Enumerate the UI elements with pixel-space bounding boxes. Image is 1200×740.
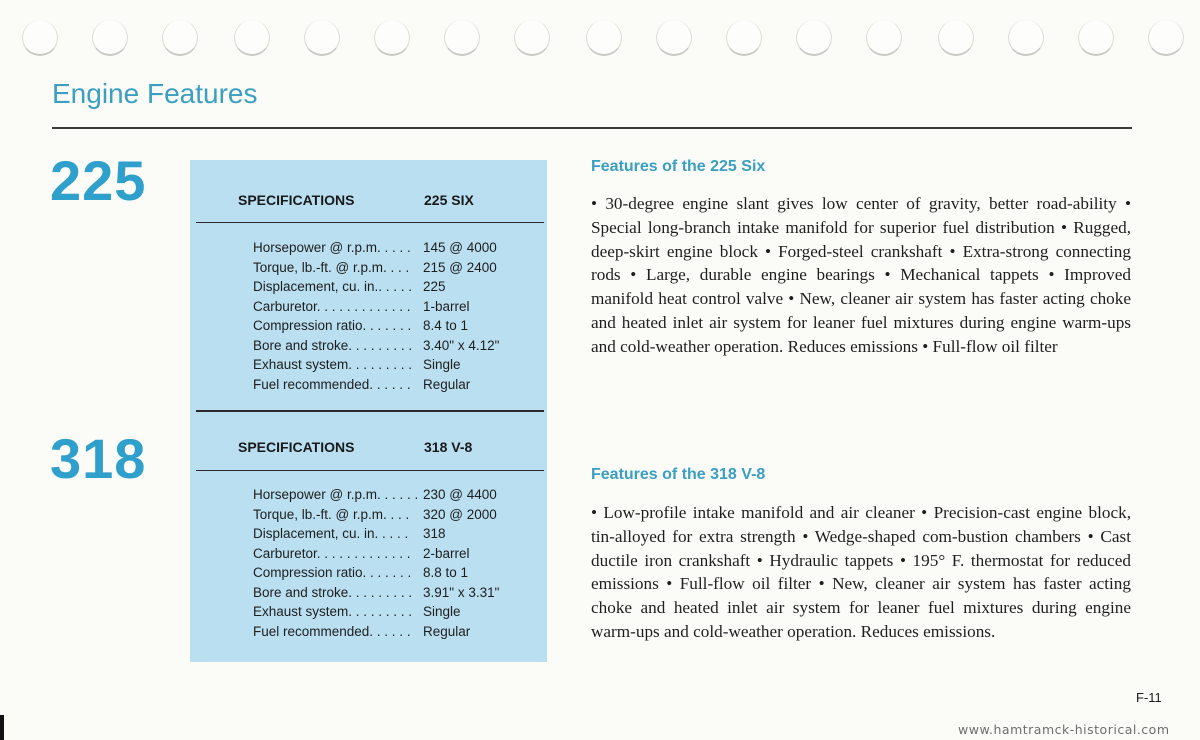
scan-edge-mark bbox=[0, 715, 4, 740]
spec-label: Fuel recommended. . . . . . bbox=[253, 623, 411, 639]
spec-row bbox=[253, 544, 533, 564]
spec-value: 3.40" x 4.12" bbox=[423, 337, 500, 353]
spec-value: Single bbox=[423, 357, 461, 372]
spec-value: 1-barrel bbox=[423, 298, 470, 314]
spec-table-318 bbox=[253, 485, 533, 641]
spec-value: Single bbox=[423, 604, 461, 619]
spec-value: Regular bbox=[423, 376, 471, 392]
spec-section-divider bbox=[196, 410, 544, 412]
spec-value: 320 @ 2000 bbox=[423, 506, 497, 522]
binder-holes bbox=[0, 0, 1200, 70]
spec-row bbox=[253, 563, 533, 583]
spec-label: Displacement, cu. in. . . . . bbox=[253, 526, 409, 541]
spec-label: Torque, lb.-ft. @ r.p.m. . . . bbox=[253, 259, 410, 275]
spec-row bbox=[253, 622, 533, 642]
spec-label: Horsepower @ r.p.m. . . . . . bbox=[253, 487, 419, 502]
spec-label: Horsepower @ r.p.m. . . . . bbox=[253, 240, 411, 255]
spec-value: 230 @ 4400 bbox=[423, 487, 497, 502]
spec-header-model: 318 V-8 bbox=[424, 439, 473, 455]
features-title-225: Features of the 225 Six bbox=[591, 158, 766, 175]
spec-divider bbox=[196, 470, 544, 471]
spec-value: 225 bbox=[423, 279, 446, 294]
spec-header-label: SPECIFICATIONS bbox=[238, 192, 355, 208]
engine-number-318: 318 bbox=[50, 427, 147, 490]
spec-header-318 bbox=[238, 439, 528, 455]
spec-label: Carburetor. . . . . . . . . . . . . bbox=[253, 298, 411, 314]
spec-row bbox=[253, 297, 533, 317]
spec-header-label: SPECIFICATIONS bbox=[238, 439, 355, 455]
page-number: F-11 bbox=[1136, 690, 1162, 705]
features-text-225: • 30-degree engine slant gives low center of gravity, better road-ability • Special long-branch intake manifold for superior fuel distribution • Rugged, deep-skirt engine block • Forged-steel crankshaft • Extra-strong connecting rods • Large, durable engine bearings • Mechanical tappets • Improved manifold heat control valve • New, cleaner air system has faster acting choke and heated inlet air system for leaner fuel mixtures during engine warm-ups and cold-weather operation. Reduces emissions • Full-flow oil filter bbox=[591, 194, 1131, 356]
spec-label: Exhaust system. . . . . . . . . bbox=[253, 357, 413, 372]
features-title-318: Features of the 318 V-8 bbox=[591, 466, 766, 483]
spec-table-225 bbox=[253, 238, 533, 394]
spec-box bbox=[190, 160, 547, 662]
spec-row bbox=[253, 485, 533, 505]
spec-label: Torque, lb.-ft. @ r.p.m. . . . bbox=[253, 506, 410, 522]
spec-label: Exhaust system. . . . . . . . . bbox=[253, 604, 413, 619]
spec-value: 3.91" x 3.31" bbox=[423, 584, 500, 600]
spec-divider bbox=[196, 222, 544, 223]
spec-label: Bore and stroke. . . . . . . . . bbox=[253, 337, 413, 353]
spec-header-model: 225 SIX bbox=[424, 192, 474, 208]
spec-row bbox=[253, 505, 533, 525]
spec-label: Compression ratio. . . . . . . bbox=[253, 565, 412, 580]
spec-value: 145 @ 4000 bbox=[423, 240, 497, 255]
spec-label: Compression ratio. . . . . . . bbox=[253, 318, 412, 333]
spec-label: Bore and stroke. . . . . . . . . bbox=[253, 584, 413, 600]
spec-row bbox=[253, 336, 533, 356]
spec-value: 8.4 to 1 bbox=[423, 318, 469, 333]
spec-row bbox=[253, 277, 533, 297]
watermark: www.hamtramck-historical.com bbox=[958, 722, 1170, 737]
spec-value: 215 @ 2400 bbox=[423, 259, 497, 275]
spec-header-225 bbox=[238, 192, 528, 208]
spec-label: Displacement, cu. in.. . . . . bbox=[253, 279, 413, 294]
title-divider bbox=[52, 127, 1132, 129]
spec-row bbox=[253, 238, 533, 258]
spec-row bbox=[253, 258, 533, 278]
section-title: Engine Features bbox=[52, 78, 258, 109]
spec-row bbox=[253, 375, 533, 395]
spec-row bbox=[253, 355, 533, 375]
spec-value: 2-barrel bbox=[423, 545, 470, 561]
spec-row bbox=[253, 524, 533, 544]
spec-value: 8.8 to 1 bbox=[423, 565, 469, 580]
spec-row bbox=[253, 583, 533, 603]
spec-row bbox=[253, 316, 533, 336]
spec-label: Fuel recommended. . . . . . bbox=[253, 376, 411, 392]
spec-row bbox=[253, 602, 533, 622]
engine-number-225: 225 bbox=[50, 149, 147, 212]
spec-value: Regular bbox=[423, 623, 471, 639]
features-text-318: • Low-profile intake manifold and air cleaner • Precision-cast engine block, tin-alloyed for extra strength • Wedge-shaped com-bustion chambers • Cast ductile iron crankshaft • Hydraulic tappets • 195° F. thermostat for reduced emissions • Full-flow oil filter • New, cleaner air system has faster acting choke and heated inlet air system for leaner fuel mixtures during engine warm-ups and cold-weather operation. Reduces emissions. bbox=[591, 503, 1131, 641]
spec-label: Carburetor. . . . . . . . . . . . . bbox=[253, 545, 411, 561]
spec-value: 318 bbox=[423, 526, 446, 541]
